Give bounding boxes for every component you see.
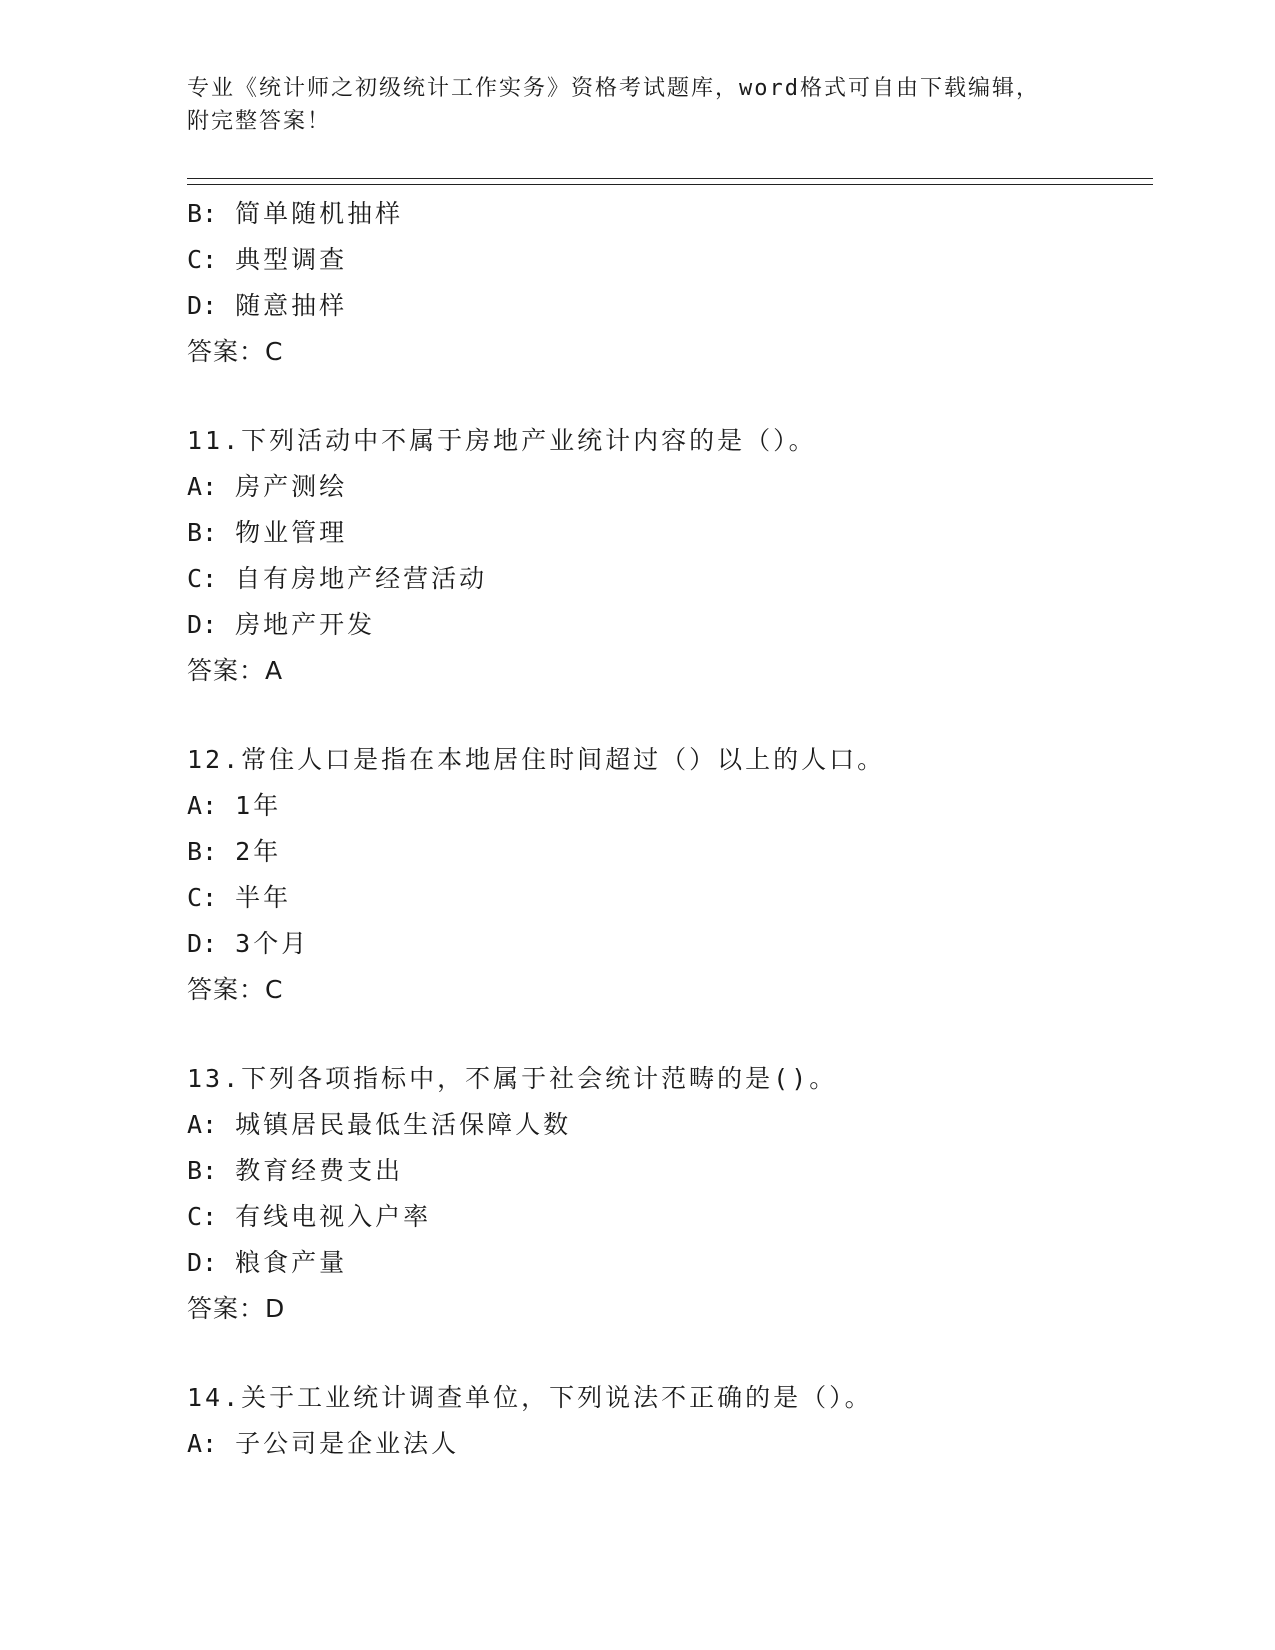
question-11 [187, 418, 1147, 694]
option-a: A: 城镇居民最低生活保障人数 [187, 1110, 572, 1139]
option-c: C: 典型调查 [187, 245, 348, 274]
answer: 答案：C [187, 975, 284, 1004]
option-b: B: 物业管理 [187, 518, 348, 547]
question-stem: 14.关于工业统计调查单位，下列说法不正确的是（）。 [187, 1383, 873, 1412]
option-b: B: 2年 [187, 837, 282, 866]
option-d: D: 随意抽样 [187, 291, 348, 320]
question-partial [187, 191, 1147, 375]
answer: 答案：D [187, 1294, 286, 1323]
option-a: A: 1年 [187, 791, 282, 820]
option-a: A: 子公司是企业法人 [187, 1429, 460, 1458]
answer: 答案：A [187, 656, 284, 685]
answer: 答案：C [187, 337, 284, 366]
option-c: C: 有线电视入户率 [187, 1202, 432, 1231]
header-line-1: 专业《统计师之初级统计工作实务》资格考试题库，word格式可自由下载编辑， [187, 76, 1040, 101]
option-c: C: 自有房地产经营活动 [187, 564, 488, 593]
question-13 [187, 1056, 1147, 1332]
option-d: D: 粮食产量 [187, 1248, 348, 1277]
question-14 [187, 1375, 1147, 1467]
option-b: B: 简单随机抽样 [187, 199, 404, 228]
question-12 [187, 737, 1147, 1013]
option-c: C: 半年 [187, 883, 292, 912]
header-divider-top [187, 178, 1153, 179]
question-stem: 12.常住人口是指在本地居住时间超过（）以上的人口。 [187, 745, 886, 774]
question-stem: 11.下列活动中不属于房地产业统计内容的是（）。 [187, 426, 817, 455]
option-a: A: 房产测绘 [187, 472, 348, 501]
question-list [187, 191, 1147, 1467]
document-header [187, 72, 1087, 138]
header-line-2: 附完整答案！ [187, 109, 332, 134]
option-b: B: 教育经费支出 [187, 1156, 404, 1185]
option-d: D: 3个月 [187, 929, 310, 958]
header-divider-bottom [187, 184, 1153, 185]
question-stem: 13.下列各项指标中，不属于社会统计范畴的是()。 [187, 1064, 838, 1093]
option-d: D: 房地产开发 [187, 610, 376, 639]
